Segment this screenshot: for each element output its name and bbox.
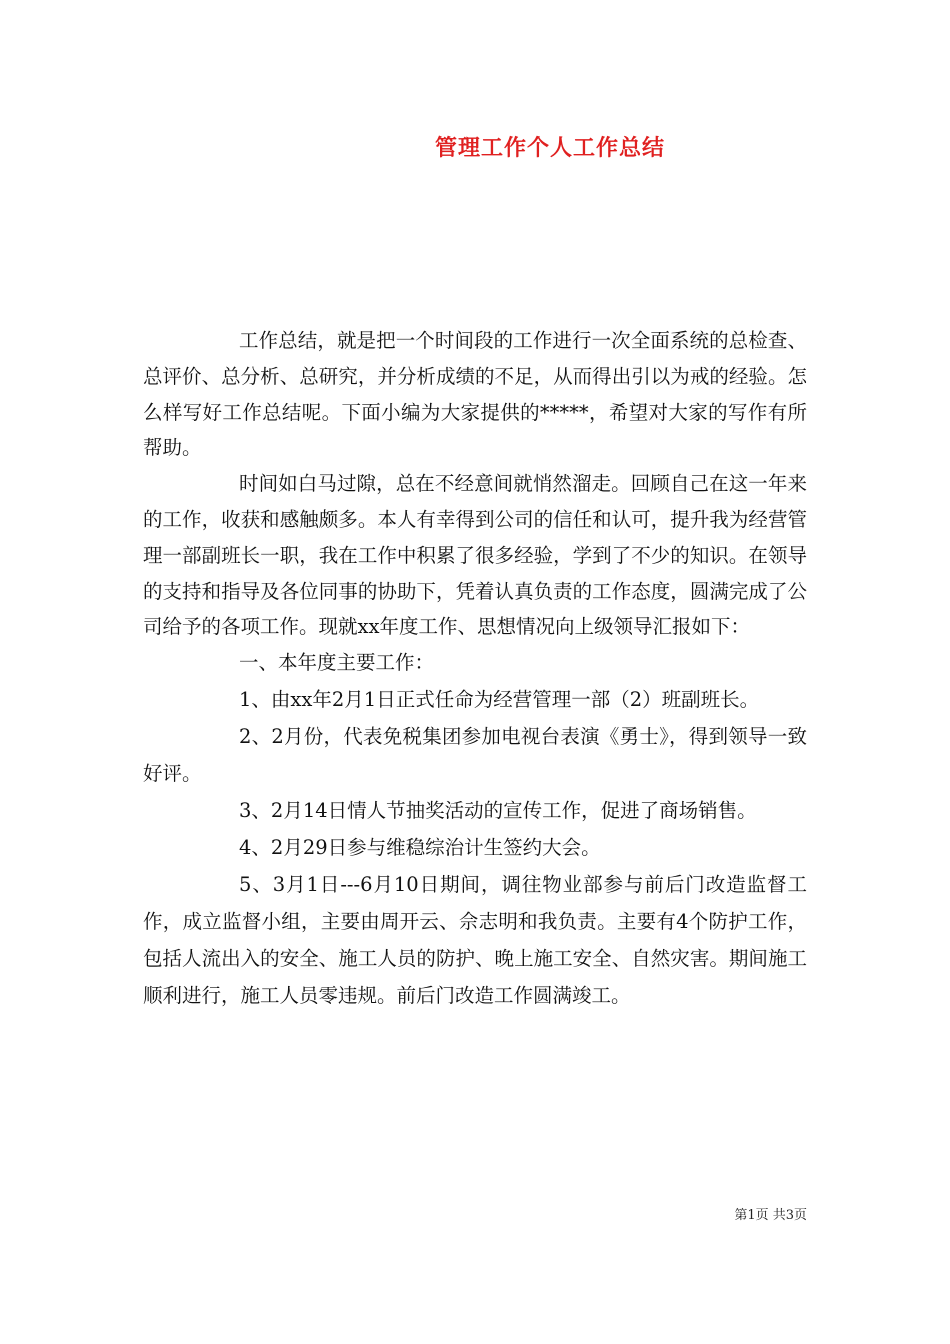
paragraph-review: 时间如白马过隙，总在不经意间就悄然溜走。回顾自己在这一年来的工作，收获和感触颇多。本人有幸得到公司的信任和认可，提升我为经营管理一部副班长一职，我在工作中积累了很多经验，学到了不少的知识。在领导的支持和指导及各位同事的协助下，凭着认真负责的工作态度，圆满完成了公司给予的各项工作。现就xx年度工作、思想情况向上级领导汇报如下： bbox=[143, 472, 807, 639]
paragraph-intro: 工作总结，就是把一个时间段的工作进行一次全面系统的总检查、总评价、总分析、总研究，并分析成绩的不足，从而得出引以为戒的经验。怎么样写好工作总结呢。下面小编为大家提供的*****，希望对大家的写作有所帮助。 bbox=[143, 329, 807, 460]
document-body bbox=[143, 323, 807, 1014]
list-item: 3、2月14日情人节抽奖活动的宣传工作，促进了商场销售。 bbox=[239, 798, 757, 822]
section-heading: 一、本年度主要工作： bbox=[239, 651, 435, 675]
page-number: 第1页 共3页 bbox=[734, 1208, 807, 1223]
list-item: 5、3月1日---6月10日期间，调往物业部参与前后门改造监督工作，成立监督小组，主要由周开云、佘志明和我负责。主要有4个防护工作，包括人流出入的安全、施工人员的防护、晚上施工安全、自然灾害。期间施工顺利进行，施工人员零违规。前后门改造工作圆满竣工。 bbox=[143, 872, 807, 1007]
list-item: 1、由xx年2月1日正式任命为经营管理一部（2）班副班长。 bbox=[239, 687, 760, 711]
list-item: 2、2月份，代表免税集团参加电视台表演《勇士》，得到领导一致好评。 bbox=[143, 724, 807, 785]
document-title: 管理工作个人工作总结 bbox=[434, 135, 665, 161]
list-item: 4、2月29日参与维稳综治计生签约大会。 bbox=[239, 835, 601, 859]
